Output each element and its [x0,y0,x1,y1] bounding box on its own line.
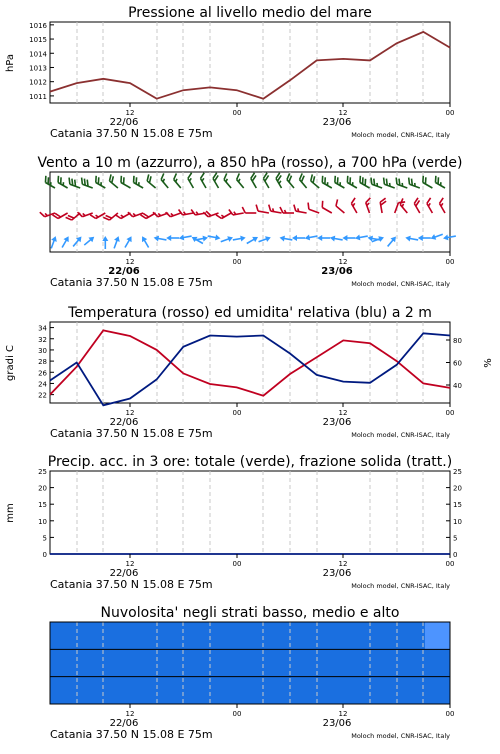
barb-feather [199,173,206,179]
cloud-cell [100,649,126,676]
cloud-cell [300,622,326,649]
barb-feather [334,199,340,206]
y-axis-label: gradi C [5,345,16,381]
barb-arrowhead [140,235,148,242]
barb-arrowhead [252,234,259,242]
y-right-tick-label: 10 [453,517,462,526]
x-tick-label: 00 [445,109,455,117]
barb-arrowhead [317,235,322,241]
wind-barb [232,235,246,243]
barb-feather [191,209,195,215]
wind-barb [280,207,294,213]
wind-barb [80,178,95,188]
barb-shaft [322,208,332,214]
date-label: 22/06 [109,718,139,729]
barb-shaft [271,211,282,213]
wind-barb [332,176,347,188]
wind-barb [195,235,209,243]
barb-feather [255,205,259,211]
wind-barb [93,176,108,188]
cloud-cell [200,649,226,676]
barb-feather [67,178,72,185]
x-tick-label: 12 [125,109,135,117]
y-right-tick-label: 0 [453,551,458,559]
y-tick-label: 32 [38,335,47,344]
wind-barb [308,174,323,188]
barb-shaft [336,206,344,213]
wind-barb [438,198,450,213]
barb-feather [179,209,183,215]
wind-barb [178,233,192,241]
barb-shaft [258,211,269,213]
plot-frame [50,471,450,554]
cloud-cell [100,677,126,704]
wind-barb [220,234,234,244]
x-tick-label: 12 [125,710,135,718]
barb-shaft [109,181,117,188]
cloud-cell [150,649,176,676]
barb-feather [235,173,242,179]
wind-barb [320,201,335,213]
date-label: 23/06 [322,568,352,579]
x-tick-label: 12 [338,409,348,417]
x-tick-label: 12 [338,560,348,568]
model-credit: Moloch model, CNR-ISAC, Italy [351,732,450,740]
model-credit: Moloch model, CNR-ISAC, Italy [351,280,450,288]
x-tick-label: 12 [338,109,348,117]
barb-arrowhead [64,235,72,242]
barb-feather [382,178,387,185]
wind-barb [380,198,388,213]
cloud-cell [50,622,76,649]
model-credit: Moloch model, CNR-ISAC, Italy [351,431,450,439]
wind-barb [320,176,335,188]
y-tick-label: 1016 [29,21,47,30]
wind-barb [229,207,244,215]
wind-barb [140,235,152,249]
cloud-cell [125,649,151,676]
x-tick-label: 00 [445,560,455,568]
cloud-cell [400,677,426,704]
cloud-cell [400,649,426,676]
wind-barb [131,176,146,188]
cloud-cell [50,649,76,676]
wind-barb [385,235,398,249]
barb-feather [350,198,357,204]
cloud-cell [325,677,351,704]
wind-barb [275,173,287,188]
barb-shaft [309,209,319,213]
cloud-cell [325,649,351,676]
date-label: 23/06 [322,117,352,128]
y-tick-label: 1012 [29,78,47,87]
date-label: 23/06 [322,417,352,428]
barb-arrowhead [405,235,411,242]
barb-feather [159,173,166,179]
barb-arrowhead [153,235,159,242]
barb-arrowhead [342,235,347,241]
barb-arrowhead [292,235,297,241]
y-tick-label: 24 [38,380,47,389]
barb-shaft [161,180,168,188]
barb-arrowhead [240,235,246,242]
x-tick-label: 00 [445,409,455,417]
wind-barb [235,173,249,188]
wind-barb [298,173,312,188]
barb-feather [186,173,193,179]
location-label: Catania 37.50 N 15.08 E 75m [50,427,213,440]
barb-arrowhead [418,235,423,241]
cloud-cell [425,677,451,704]
y-tick-label: 1013 [29,64,47,73]
plot-frame [50,22,450,103]
cloud-cell [75,622,101,649]
y-tick-label: 26 [38,369,47,378]
cloud-cell [425,649,451,676]
wind-barb [292,235,305,241]
y-axis-label: hPa [5,53,16,73]
cloud-cell [150,622,176,649]
wind-barb [52,208,67,220]
panel-title: Vento a 10 m (azzurro), a 850 hPa (rosso), a 700 hPa (verde) [37,155,463,171]
wind-barb [433,176,448,188]
barb-arrowhead [329,235,335,242]
barb-feather [407,178,412,185]
y-tick-label: 1015 [29,36,47,45]
barb-arrowhead [51,235,58,242]
cloud-cell [200,622,226,649]
wind-barb [55,176,70,188]
wind-barb [82,234,96,247]
x-tick-label: 12 [125,409,135,417]
panel-title: Nuvolosita' negli strati basso, medio e alto [100,605,400,621]
wind-barb [425,198,437,213]
cloud-cell [350,677,376,704]
location-label: Catania 37.50 N 15.08 E 75m [50,276,213,289]
model-credit: Moloch model, CNR-ISAC, Italy [351,131,450,139]
wind-barb [67,178,82,188]
panel-4 [50,622,451,704]
date-label: 23/06 [321,266,353,277]
wind-barb [369,178,384,188]
barb-feather [268,205,272,211]
y-tick-label: 5 [42,534,47,543]
wind-barb [443,233,457,241]
wind-barb [279,235,293,243]
barb-shaft [296,211,307,213]
cloud-cell [75,649,101,676]
wind-barb [212,173,224,188]
wind-barb [306,203,321,213]
cloud-cell [300,677,326,704]
cloud-cell [225,677,251,704]
date-label: 22/06 [108,266,140,277]
wind-barb [398,198,412,213]
barb-arrowhead [203,235,209,242]
x-tick-label: 00 [232,560,242,568]
barb-arrowhead [126,235,134,242]
y-tick-label: 0 [42,551,47,559]
wind-barb [166,235,179,241]
barb-feather [172,173,179,179]
wind-barb [207,233,221,241]
wind-barb [159,173,173,188]
wind-barb [60,235,72,249]
panel-title: Temperatura (rosso) ed umidita' relativa (blu) a 2 m [68,305,432,321]
wind-barb [429,231,443,241]
y-right-axis-label: % [483,358,494,368]
location-label: Catania 37.50 N 15.08 E 75m [50,728,213,741]
wind-barb [405,235,419,243]
barb-arrowhead [265,234,272,241]
date-label: 22/06 [109,417,139,428]
barb-feather [293,205,297,211]
y-right-tick-label: 60 [453,359,462,368]
cloud-cell [175,677,201,704]
barb-feather [320,201,326,208]
x-tick-label: 00 [445,258,455,266]
x-tick-label: 12 [125,560,135,568]
date-label: 22/06 [109,568,139,579]
barb-shaft [395,203,399,213]
location-label: Catania 37.50 N 15.08 E 75m [50,127,213,140]
wind-barb [394,178,409,188]
barb-arrowhead [166,235,171,241]
wind-barb [107,174,122,188]
x-tick-label: 00 [232,258,242,266]
y-tick-label: 15 [38,501,47,510]
cloud-cell [175,622,201,649]
barb-feather [394,178,399,185]
barb-shaft [300,180,307,188]
barb-arrowhead [304,235,310,242]
y-right-tick-label: 15 [453,501,462,510]
x-tick-label: 12 [338,710,348,718]
cloud-cell [400,622,426,649]
humidity-line [50,333,450,405]
wind-barb [350,198,362,213]
cloud-cell [175,649,201,676]
cloud-cell [150,677,176,704]
wind-barb [199,173,211,188]
barb-feather [40,211,45,218]
wind-barb [342,235,355,241]
date-label: 22/06 [109,117,139,128]
wind-barb [249,173,261,188]
barb-feather [242,207,245,213]
y-axis-label: mm [5,503,16,523]
y-right-tick-label: 20 [453,484,462,493]
date-label: 23/06 [322,718,352,729]
temperature-line [50,330,450,395]
location-label: Catania 37.50 N 15.08 E 75m [50,578,213,591]
cloud-cell [425,622,451,649]
barb-arrowhead [279,235,285,242]
cloud-cell [125,622,151,649]
wind-barb [122,235,134,249]
wind-barb [258,234,272,244]
wind-barb [334,199,349,213]
barb-shaft [423,183,433,189]
cloud-cell [225,622,251,649]
cloud-cell [75,677,101,704]
wind-barb [179,207,194,215]
wind-barb [66,208,81,222]
cloud-cell [225,649,251,676]
wind-barb [329,235,343,243]
barb-arrowhead [178,235,184,242]
barb-shaft [311,181,319,188]
y-tick-label: 34 [38,324,47,333]
x-tick-label: 00 [232,409,242,417]
barb-arrowhead [215,235,221,242]
barb-shaft [147,181,155,188]
barb-shaft [224,180,231,188]
y-tick-label: 22 [38,391,47,400]
barb-feather [222,173,229,179]
wind-barb [262,173,274,188]
pressure-line [50,32,450,99]
barb-shaft [121,183,131,189]
panel-title: Precip. acc. in 3 ore: totale (verde), frazione solida (tratt.) [47,454,453,470]
wind-barb [293,205,308,213]
y-tick-label: 10 [38,517,47,526]
cloud-cell [350,649,376,676]
wind-barb [40,207,55,217]
cloud-cell [325,622,351,649]
y-right-tick-label: 40 [453,382,462,390]
cloud-cell [275,649,301,676]
barb-shaft [237,180,244,188]
wind-barb [382,178,397,188]
y-tick-label: 25 [38,468,47,476]
y-tick-label: 20 [38,484,47,493]
wind-barb [285,173,299,188]
wind-barb [317,235,330,241]
wind-barb [186,173,198,188]
wind-barb [418,235,431,241]
wind-barb [153,235,167,243]
y-right-tick-label: 5 [453,534,458,543]
cloud-cell [50,677,76,704]
barb-feather [80,178,85,185]
x-tick-label: 00 [445,710,455,718]
cloud-cell [275,677,301,704]
barb-arrowhead [227,234,234,241]
wind-barb [242,207,256,213]
wind-barb [111,235,121,249]
cloud-cell [300,649,326,676]
x-tick-label: 12 [125,258,135,266]
barb-feather [306,203,311,210]
cloud-cell [100,622,126,649]
wind-barb [245,234,259,246]
cloud-cell [125,677,151,704]
y-tick-label: 28 [38,358,47,367]
wind-barb [140,208,155,220]
y-right-tick-label: 25 [453,468,462,476]
barb-arrowhead [378,234,385,241]
wind-barb [304,233,318,241]
y-tick-label: 1011 [29,92,47,101]
panel-title: Pressione al livello medio del mare [128,5,372,21]
wind-barb [118,176,133,188]
barb-arrowhead [114,235,121,242]
panel-3 [50,471,450,554]
x-tick-label: 00 [232,109,242,117]
barb-shaft [400,205,407,213]
barb-shaft [174,180,181,188]
y-right-tick-label: 80 [453,337,462,345]
barb-arrowhead [443,235,449,242]
cloud-cell [275,622,301,649]
wind-barb [191,207,206,215]
model-credit: Moloch model, CNR-ISAC, Italy [351,582,450,590]
x-tick-label: 12 [338,258,348,266]
wind-barb [345,176,360,188]
y-tick-label: 1014 [29,50,47,59]
cloud-cell [350,622,376,649]
x-tick-label: 00 [232,710,242,718]
wind-barb [407,178,422,188]
barb-feather [425,198,432,204]
panel-0 [50,22,450,103]
y-tick-label: 30 [38,346,47,355]
wind-barb [222,173,236,188]
cloud-cell [200,677,226,704]
barb-feather [438,198,445,204]
wind-barb [354,233,368,241]
